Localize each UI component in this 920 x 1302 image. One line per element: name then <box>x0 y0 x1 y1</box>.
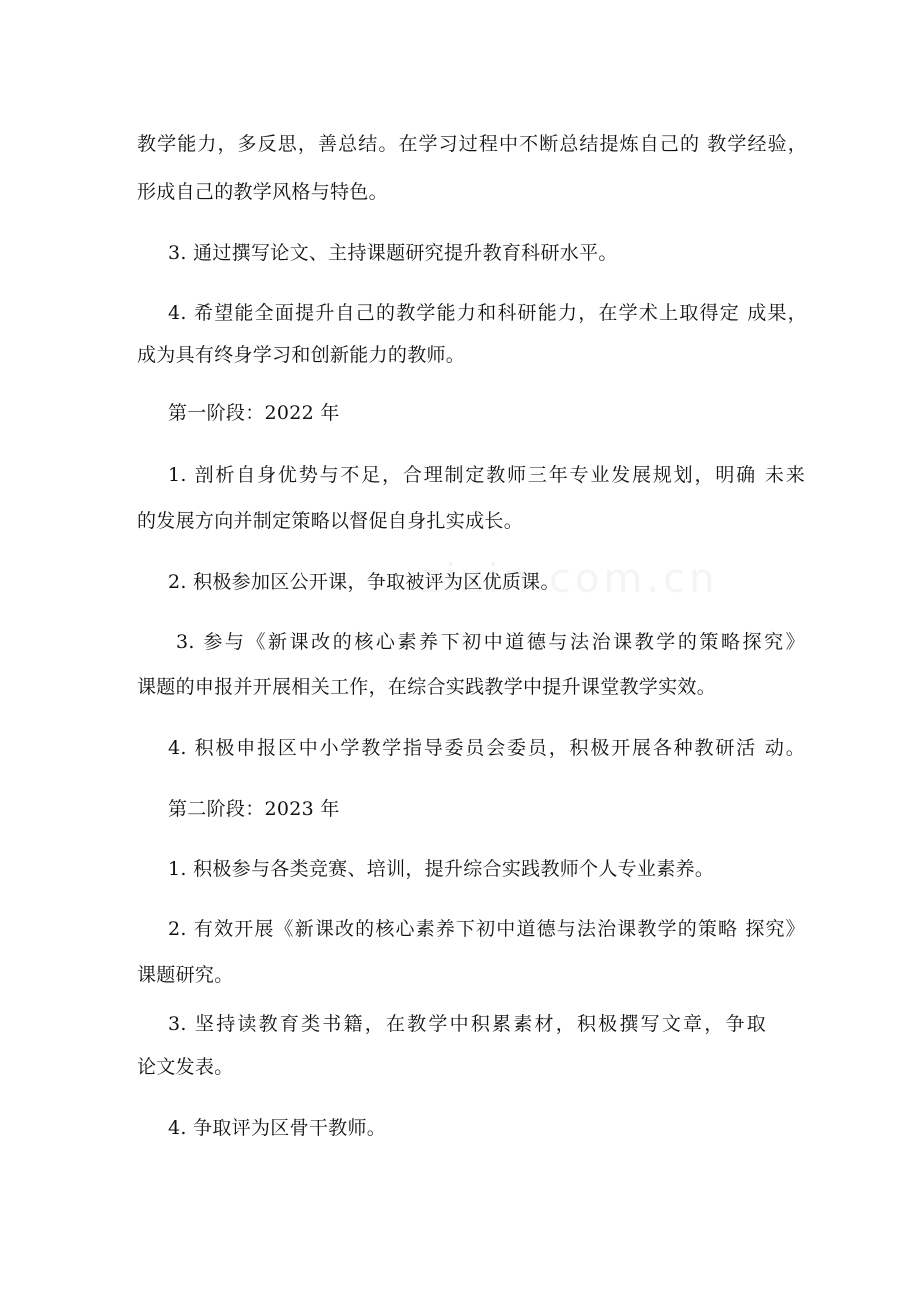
paragraph-line: 1. 剖析自身优势与不足，合理制定教师三年专业发展规划，明确 未来 <box>168 464 805 486</box>
paragraph-line: 3. 坚持读教育类书籍，在教学中积累素材，积极撰写文章，争取 <box>168 1013 766 1035</box>
section-heading: 第二阶段：2023 年 <box>168 798 340 820</box>
paragraph-line: 2. 有效开展《新课改的核心素养下初中道德与法治课教学的策略 探究》 <box>168 918 805 940</box>
paragraph-line: 课题的申报并开展相关工作，在综合实践教学中提升课堂教学实效。 <box>137 676 717 698</box>
paragraph-line: 课题研究。 <box>137 964 234 986</box>
paragraph-line: 4. 争取评为区骨干教师。 <box>168 1117 387 1139</box>
paragraph-line: 3. 通过撰写论文、主持课题研究提升教育科研水平。 <box>168 242 618 264</box>
paragraph-line: 2. 积极参加区公开课，争取被评为区优质课。 <box>168 571 560 593</box>
paragraph-line: 的发展方向并制定策略以督促自身扎实成长。 <box>137 510 524 532</box>
paragraph-line: 形成自己的教学风格与特色。 <box>137 181 388 203</box>
paragraph-line: 教学能力，多反思，善总结。在学习过程中不断总结提炼自己的 教学经验， <box>137 133 807 155</box>
paragraph-line: 4. 希望能全面提升自己的教学能力和科研能力，在学术上取得定 成果， <box>168 302 807 324</box>
section-heading: 第一阶段：2022 年 <box>168 402 340 424</box>
paragraph-line: 论文发表。 <box>137 1056 234 1078</box>
paragraph-line: 4. 积极申报区中小学教学指导委员会委员，积极开展各种教研活 动。 <box>168 737 805 759</box>
paragraph-line: 1. 积极参与各类竞赛、培训，提升综合实践教师个人专业素养。 <box>168 858 715 880</box>
paragraph-line: 3. 参与《新课改的核心素养下初中道德与法治课教学的策略探究》 <box>176 631 805 653</box>
paragraph-line: 成为具有终身学习和创新能力的教师。 <box>137 344 466 366</box>
